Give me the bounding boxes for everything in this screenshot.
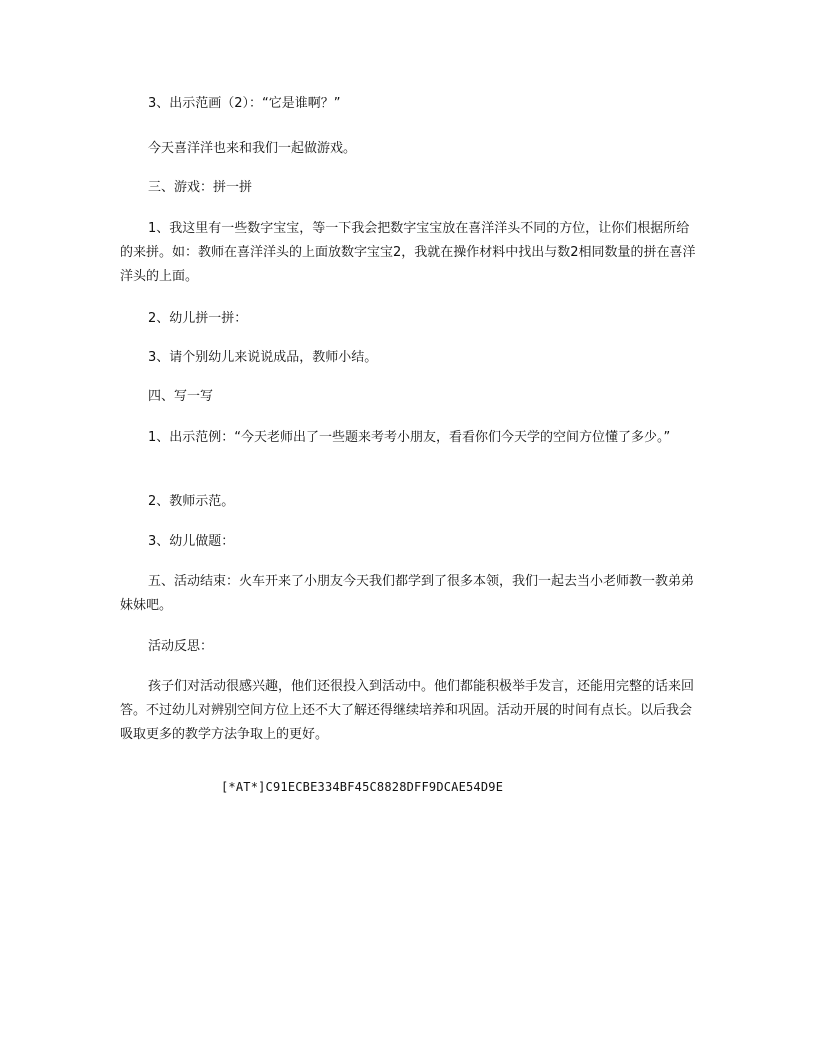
paragraph-intro-xiyangyang: 今天喜洋洋也来和我们一起做游戏。 xyxy=(148,141,357,156)
paragraph-game-instructions: 1、我这里有一些数字宝宝，等一下我会把数字宝宝放在喜洋洋头不同的方位，让你们根据所给的来拼。如：教师在喜洋洋头的上面放数字宝宝2，我就在操作材料中找出与数2相同数量的拼在喜洋洋头的上面。 xyxy=(120,221,696,284)
section-heading-reflection: 活动反思： xyxy=(148,639,214,654)
paragraph-demo-drawing: 3、出示范画（2）：“它是谁啊？” xyxy=(148,96,341,111)
section-heading-write: 四、写一写 xyxy=(148,389,214,404)
document-footer-code: [*AT*]C91ECBE334BF45C8828DFF9DCAE54D9E xyxy=(221,780,504,794)
paragraph-show-example: 1、出示范例：“今天老师出了一些题来考考小朋友，看看你们今天学的空间方位懂了多少。” xyxy=(148,430,671,445)
paragraph-activity-end: 五、活动结束：火车开来了小朋友今天我们都学到了很多本领，我们一起去当小老师教一教弟弟妹妹吧。 xyxy=(120,574,695,613)
paragraph-children-play: 2、幼儿拼一拼： xyxy=(148,311,248,326)
paragraph-reflection: 孩子们对活动很感兴趣，他们还很投入到活动中。他们都能积极举手发言，还能用完整的话来回答。不过幼儿对辨别空间方位上还不大了解还得继续培养和巩固。活动开展的时间有点长。以后我会吸取更多的教学方法争取上的更好。 xyxy=(120,679,695,742)
section-heading-game: 三、游戏：拼一拼 xyxy=(148,180,253,195)
paragraph-children-exercise: 3、幼儿做题： xyxy=(148,534,235,549)
paragraph-children-share: 3、请个别幼儿来说说成品，教师小结。 xyxy=(148,350,378,365)
paragraph-teacher-demo: 2、教师示范。 xyxy=(148,494,235,509)
